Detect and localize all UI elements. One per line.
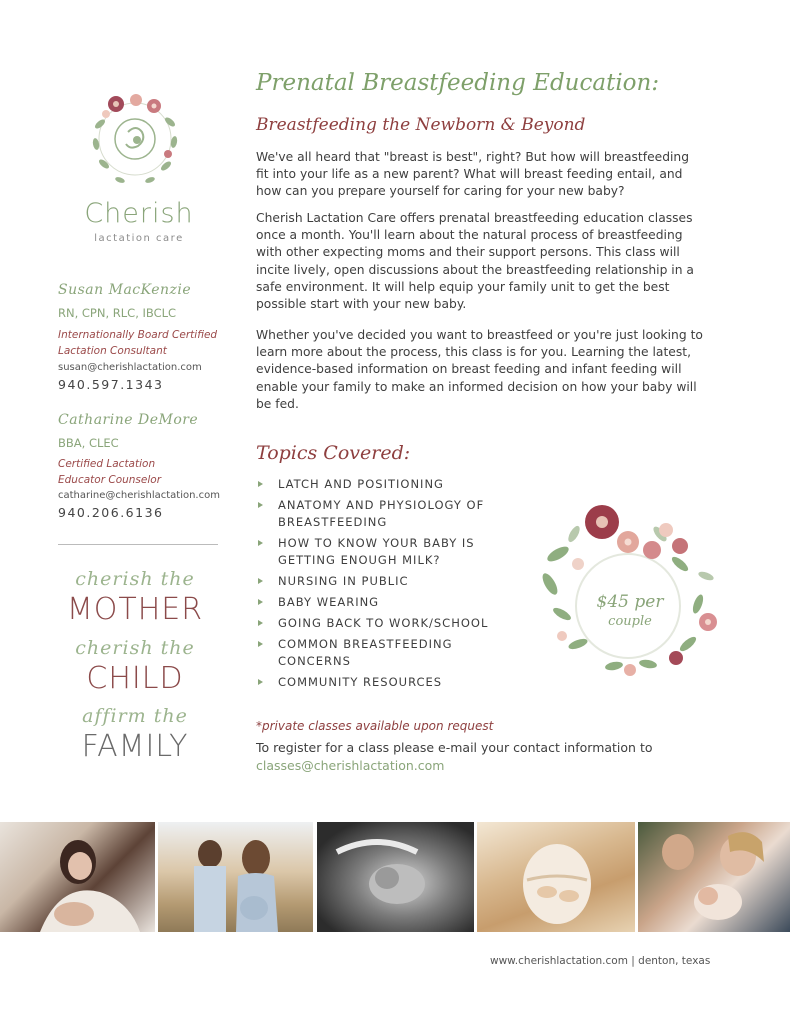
audience-paragraph: Whether you've decided you want to breastfeed or you're just looking to learn more about the process, this class is for you. Learning the latest, evidence-based information on breast feeding and infant feeding will enable your family to make an informed decision on how your baby will be fed. (256, 328, 703, 411)
brand-subtitle: lactation care (94, 233, 184, 244)
person-1-email[interactable]: susan@cherishlactation.com (58, 362, 202, 373)
price-unit: couple (608, 614, 652, 629)
bullet-arrow-icon (258, 679, 263, 685)
person-2-phone: 940.206.6136 (58, 505, 164, 520)
tagline-family: FAMILY (81, 729, 189, 764)
bullet-arrow-icon (258, 540, 263, 546)
topics-heading: Topics Covered: (256, 442, 411, 464)
tagline-script-3: affirm the (82, 705, 188, 727)
section-divider (58, 544, 218, 545)
page-subtitle: Breastfeeding the Newborn & Beyond (256, 115, 586, 135)
price-amount: $45 per (596, 592, 664, 612)
list-item: ANATOMY AND PHYSIOLOGY OF BREASTFEEDING (258, 497, 518, 531)
page-title: Prenatal Breastfeeding Education: (256, 70, 660, 96)
list-item: GOING BACK TO WORK/SCHOOL (258, 615, 518, 632)
list-item: NURSING IN PUBLIC (258, 573, 518, 590)
list-item: COMMUNITY RESOURCES (258, 674, 518, 691)
price-label (585, 592, 675, 629)
tagline-script-2: cherish the (75, 637, 195, 659)
person-2-title-line2: Educator Counselor (58, 474, 162, 486)
price-wreath (530, 494, 720, 684)
list-item: BABY WEARING (258, 594, 518, 611)
register-instructions: To register for a class please e-mail your contact information to (256, 740, 653, 755)
person-1-credentials: RN, CPN, RLC, IBCLC (58, 306, 177, 320)
brand-name: Cherish (84, 198, 194, 229)
intro-paragraph: We've all heard that "breast is best", right? But how will breastfeeding fit into your life as a new parent? What will breast feeding entail, and how can you prepare yourself for caring for your new baby? (256, 150, 690, 199)
person-1-title-line2: Lactation Consultant (58, 345, 167, 357)
bullet-arrow-icon (258, 502, 263, 508)
topics-list (258, 476, 518, 695)
list-item: LATCH AND POSITIONING (258, 476, 518, 493)
photo-couple-field (158, 822, 313, 932)
private-classes-note: *private classes available upon request (256, 719, 494, 733)
bullet-arrow-icon (258, 641, 263, 647)
list-item: COMMON BREASTFEEDING CONCERNS (258, 636, 518, 670)
photo-parents-baby (638, 822, 790, 932)
list-item: HOW TO KNOW YOUR BABY IS GETTING ENOUGH MILK? (258, 535, 518, 569)
bullet-arrow-icon (258, 481, 263, 487)
classes-paragraph: Cherish Lactation Care offers prenatal breastfeeding education classes once a month. You'll learn about the natural process of breastfeeding with other expecting moms and their support persons. This class will incite lively, open discussions about the breastfeeding relationship in a safe environment. It will help equip your family unit to get the best possible start with your new baby. (256, 211, 694, 312)
photo-mother-nursing (0, 822, 155, 932)
photo-pregnant-belly (477, 822, 635, 932)
tagline-script-1: cherish the (75, 568, 195, 590)
person-2-email[interactable]: catharine@cherishlactation.com (58, 490, 220, 501)
tagline-mother: MOTHER (66, 592, 204, 627)
person-1-title-line1: Internationally Board Certified (58, 329, 218, 341)
person-2-credentials: BBA, CLEC (58, 436, 119, 450)
logo-wreath (80, 84, 190, 194)
person-2-name: Catharine DeMore (58, 412, 199, 428)
bullet-arrow-icon (258, 599, 263, 605)
bullet-arrow-icon (258, 620, 263, 626)
person-1-phone: 940.597.1343 (58, 377, 164, 392)
person-1-name: Susan MacKenzie (58, 282, 192, 298)
photo-newborn-bw (317, 822, 474, 932)
person-2-title-line1: Certified Lactation (58, 458, 156, 470)
footer-website-location: www.cherishlactation.com | denton, texas (490, 955, 711, 967)
tagline-child: CHILD (86, 661, 184, 696)
bullet-arrow-icon (258, 578, 263, 584)
register-email-link[interactable]: classes@cherishlactation.com (256, 758, 445, 773)
